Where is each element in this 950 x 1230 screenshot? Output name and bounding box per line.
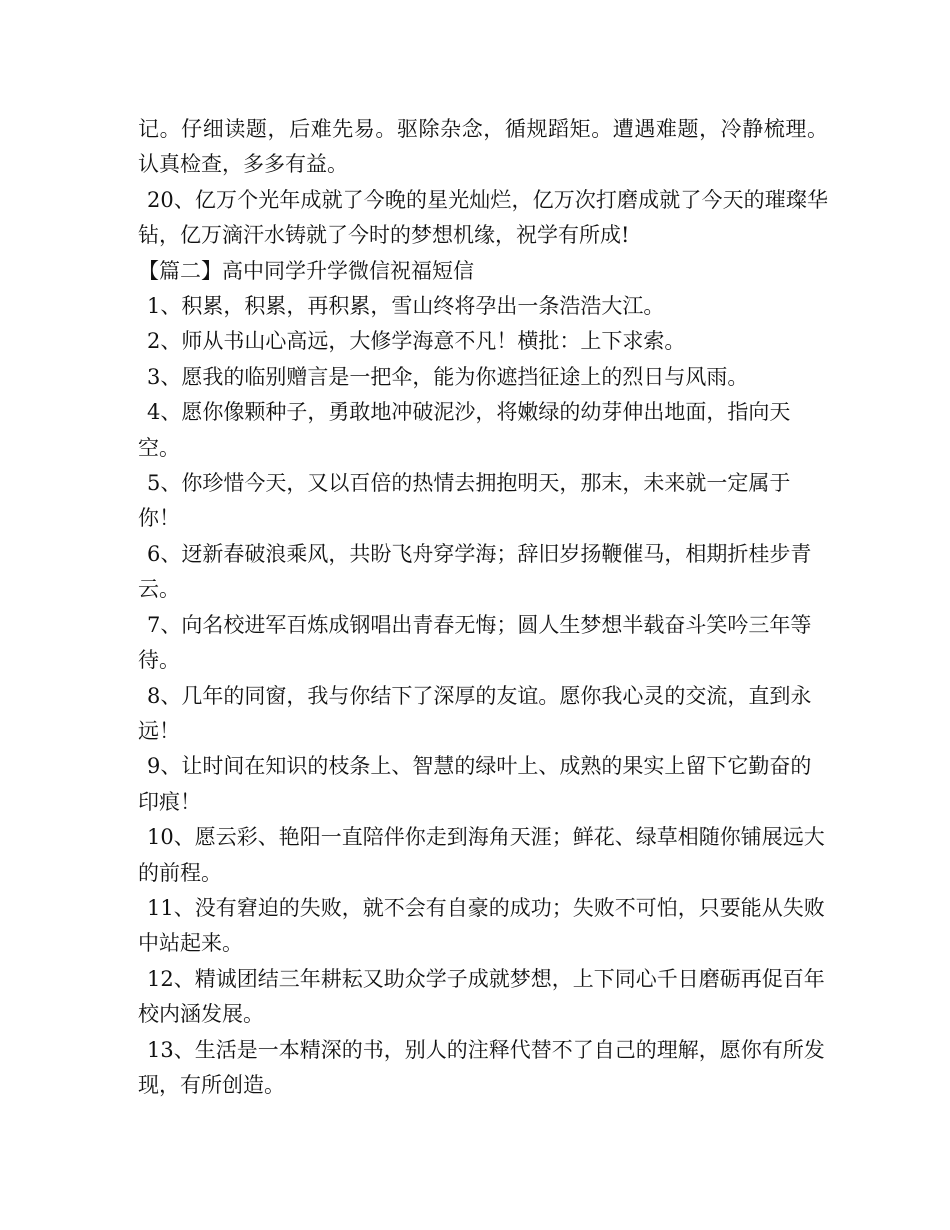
list-item-8: 8、几年的同窗，我与你结下了深厚的友谊。愿你我心灵的交流，直到永远！ bbox=[138, 683, 812, 743]
list-item-7: 7、向名校进军百炼成钢唱出青春无悔；圆人生梦想半载奋斗笑吟三年等待。 bbox=[138, 612, 812, 673]
list-item-6: 6、迓新春破浪乘风，共盼飞舟穿学海；辞旧岁扬鞭催马，相期折桂步青云。 bbox=[138, 541, 812, 602]
list-item-13: 13、生活是一本精深的书，别人的注释代替不了自己的理解，愿你有所发现，有所创造。 bbox=[138, 1037, 825, 1097]
list-item-2: 2、师从书山心高远，大修学海意不凡！横批：上下求索。 bbox=[147, 329, 686, 354]
list-item-9: 9、让时间在知识的枝条上、智慧的绿叶上、成熟的果实上留下它勤奋的印痕！ bbox=[138, 754, 812, 814]
list-item-11: 11、没有窘迫的失败，就不会有自豪的成功；失败不可怕，只要能从失败中站起来。 bbox=[138, 895, 825, 956]
list-item-12: 12、精诚团结三年耕耘又助众学子成就梦想，上下同心千日磨砺再促百年校内涵发展。 bbox=[138, 966, 825, 1027]
paragraph-continuation: 记。仔细读题，后难先易。驱除杂念，循规蹈矩。遭遇难题，冷静梳理。认真检查，多多有益。 bbox=[138, 117, 828, 177]
list-item-4: 4、愿你像颗种子，勇敢地冲破泥沙，将嫩绿的幼芽伸出地面，指向天空。 bbox=[138, 400, 791, 460]
section-heading: 【篇二】高中同学升学微信祝福短信 bbox=[138, 258, 474, 283]
list-item-1: 1、积累，积累，再积累，雪山终将孕出一条浩浩大江。 bbox=[147, 294, 665, 319]
list-item-20: 20、亿万个光年成就了今晚的星光灿烂，亿万次打磨成就了今天的璀璨华钻，亿万滴汗水铸就了今时的梦想机缘，祝学有所成! bbox=[138, 187, 828, 248]
list-item-10: 10、愿云彩、艳阳一直陪伴你走到海角天涯；鲜花、绿草相随你铺展远大的前程。 bbox=[138, 825, 825, 885]
document-body bbox=[138, 112, 828, 1103]
list-item-5: 5、你珍惜今天，又以百倍的热情去拥抱明天，那末，未来就一定属于你！ bbox=[138, 471, 791, 531]
list-item-3: 3、愿我的临别赠言是一把伞，能为你遮挡征途上的烈日与风雨。 bbox=[147, 364, 749, 389]
